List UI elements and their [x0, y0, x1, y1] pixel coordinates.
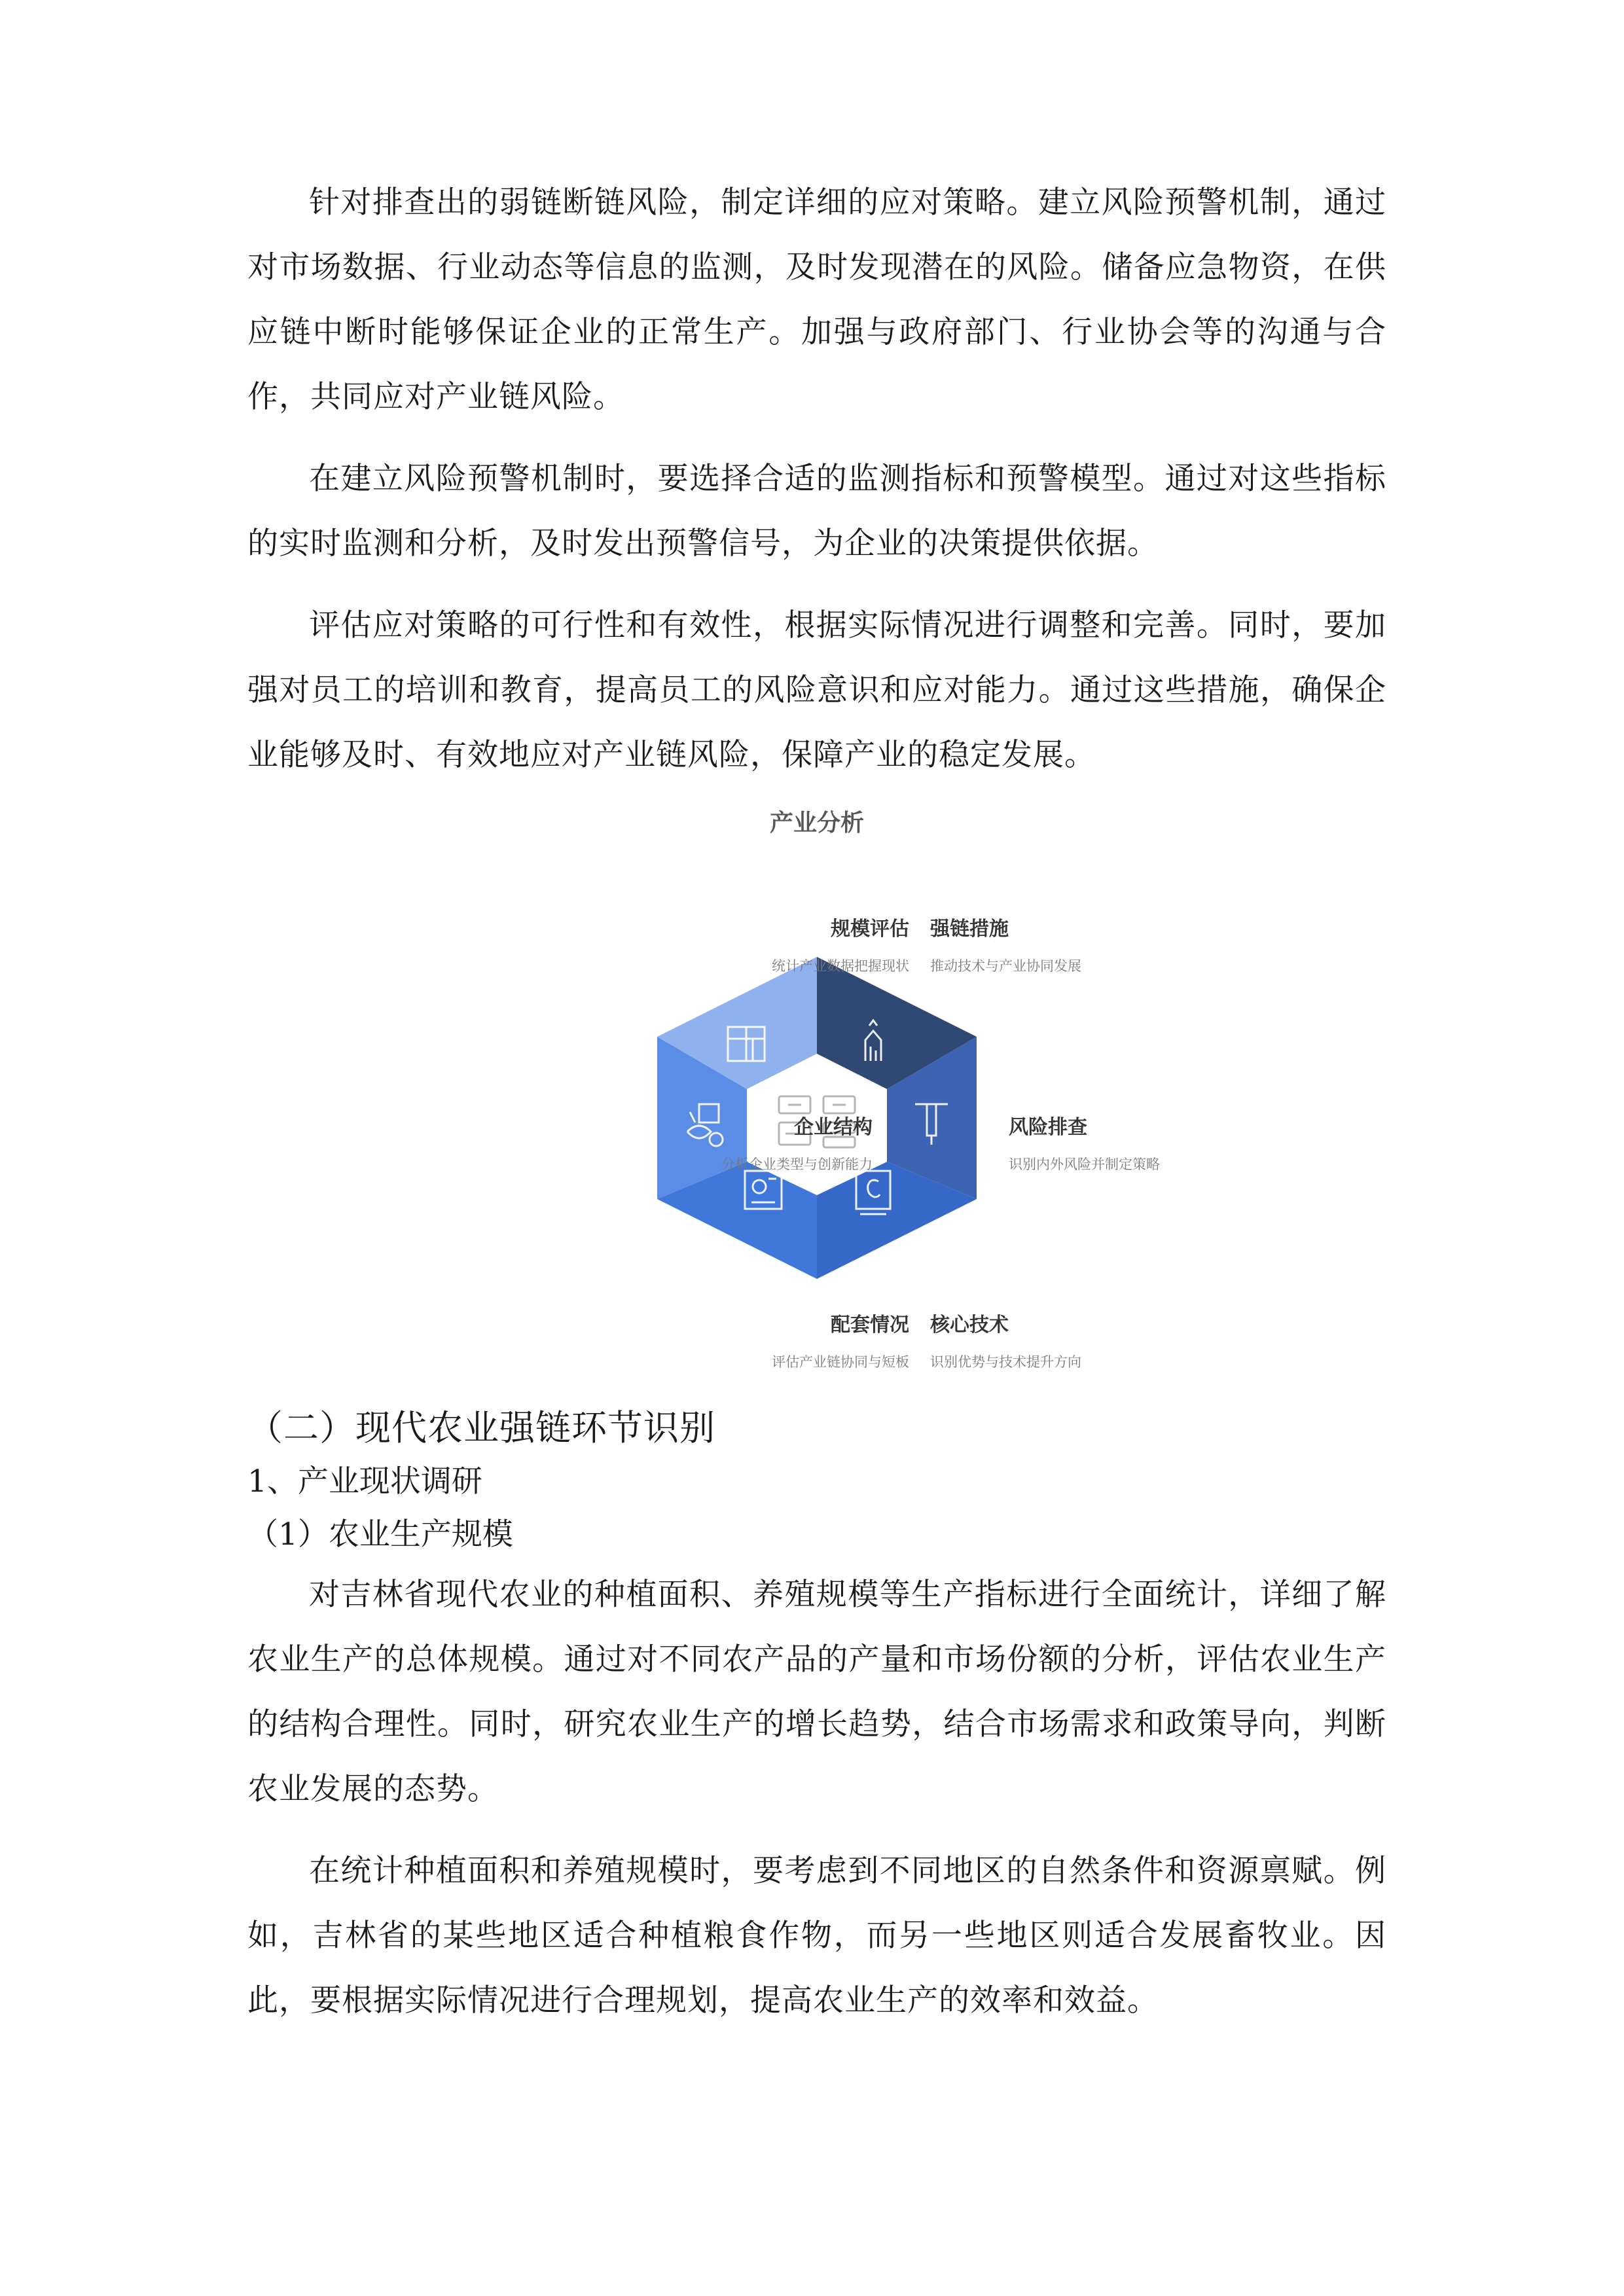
section-heading: （二）现代农业强链环节识别 — [247, 1407, 715, 1448]
label-core-technology — [930, 1308, 1081, 1371]
label-risk-screening — [1009, 1111, 1160, 1174]
paragraph: 针对排查出的弱链断链风险，制定详细的应对策略。建立风险预警机制，通过对市场数据、行业动态等信息的监测，及时发现潜在的风险。储备应急物资，在供应链中断时能够保证企业的正常生产。加强与政府部门、行业协会等的沟通与合作，共同应对产业链风险。 — [247, 185, 1386, 415]
label-desc: 统计产业数据把握现状 — [772, 958, 909, 974]
hexagon-diagram — [247, 804, 1386, 1380]
subheading: 1、产业现状调研 — [247, 1463, 482, 1499]
label-title: 核心技术 — [930, 1314, 1009, 1336]
industry-analysis-figure — [247, 804, 1386, 1380]
label-title: 企业结构 — [794, 1116, 873, 1139]
label-title: 风险排查 — [1009, 1116, 1087, 1139]
label-supporting-conditions — [772, 1308, 909, 1371]
label-scale-assessment — [772, 912, 909, 975]
document-page — [247, 170, 1386, 2050]
figure-title: 产业分析 — [769, 810, 864, 836]
label-enterprise-structure — [721, 1111, 873, 1174]
subsubheading: （1）农业生产规模 — [247, 1516, 513, 1552]
label-title: 配套情况 — [831, 1314, 909, 1336]
label-title: 强链措施 — [930, 918, 1009, 941]
label-desc: 评估产业链协同与短板 — [772, 1354, 909, 1370]
label-desc: 识别优势与技术提升方向 — [930, 1354, 1081, 1370]
label-strengthen-measures — [930, 912, 1081, 975]
paragraph: 评估应对策略的可行性和有效性，根据实际情况进行调整和完善。同时，要加强对员工的培训和教育，提高员工的风险意识和应对能力。通过这些措施，确保企业能够及时、有效地应对产业链风险，保障产业的稳定发展。 — [247, 607, 1386, 773]
label-desc: 识别内外风险并制定策略 — [1009, 1157, 1160, 1172]
label-desc: 推动技术与产业协同发展 — [930, 958, 1081, 974]
label-title: 规模评估 — [831, 918, 909, 941]
paragraph: 在建立风险预警机制时，要选择合适的监测指标和预警模型。通过对这些指标的实时监测和分析，及时发出预警信号，为企业的决策提供依据。 — [247, 461, 1386, 562]
paragraph: 对吉林省现代农业的种植面积、养殖规模等生产指标进行全面统计，详细了解农业生产的总体规模。通过对不同农产品的产量和市场份额的分析，评估农业生产的结构合理性。同时，研究农业生产的增长趋势，结合市场需求和政策导向，判断农业发展的态势。 — [247, 1577, 1386, 1807]
paragraph: 在统计种植面积和养殖规模时，要考虑到不同地区的自然条件和资源禀赋。例如，吉林省的某些地区适合种植粮食作物，而另一些地区则适合发展畜牧业。因此，要根据实际情况进行合理规划，提高农业生产的效率和效益。 — [247, 1853, 1386, 2018]
label-desc: 分析企业类型与创新能力 — [721, 1157, 873, 1172]
